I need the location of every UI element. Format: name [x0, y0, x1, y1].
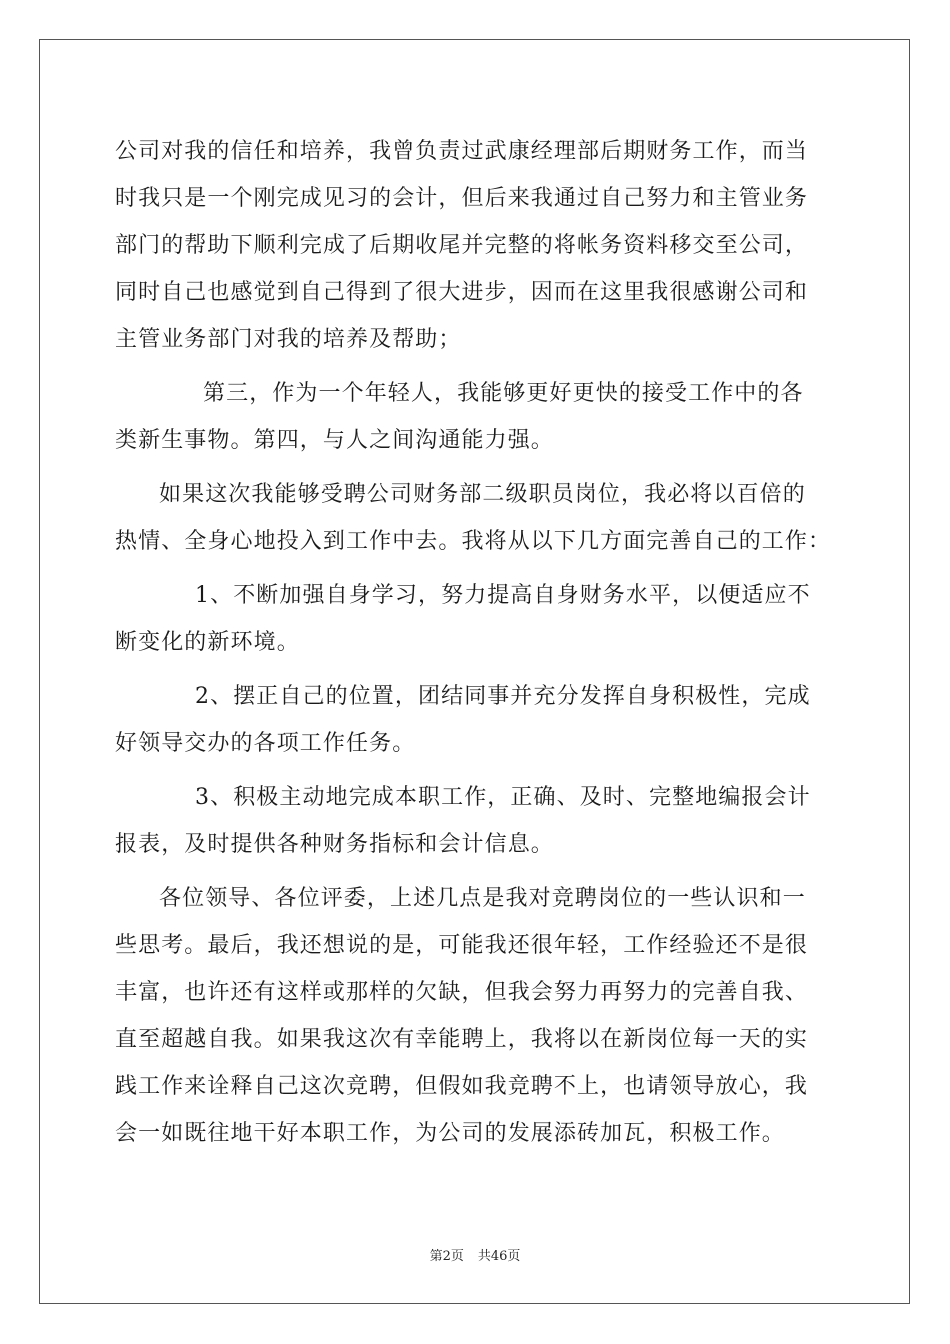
- text-line: 主管业务部门对我的培养及帮助；: [115, 327, 462, 352]
- text-line: 丰富，也许还有这样或那样的欠缺，但我会努力再努力的完善自我、: [115, 980, 809, 1005]
- text-line: 些思考。最后，我还想说的是，可能我还很年轻，工作经验还不是很: [115, 933, 809, 958]
- text-line: 直至超越自我。如果我这次有幸能聘上，我将以在新岗位每一天的实: [115, 1027, 809, 1052]
- text-line: 类新生事物。第四，与人之间沟通能力强。: [115, 428, 554, 453]
- page-total: 共46页: [477, 1249, 521, 1264]
- text-line: 热情、全身心地投入到工作中去。我将从以下几方面完善自己的工作：: [115, 529, 832, 554]
- text-line: 践工作来诠释自己这次竞聘，但假如我竞聘不上，也请领导放心，我: [115, 1074, 809, 1099]
- text-line: 好领导交办的各项工作任务。: [115, 731, 416, 756]
- text-line: 公司对我的信任和培养，我曾负责过武康经理部后期财务工作，而当: [115, 139, 809, 164]
- text-line: 报表，及时提供各种财务指标和会计信息。: [115, 832, 554, 857]
- document-body: [115, 128, 835, 1157]
- text-line: 断变化的新环境。: [115, 630, 300, 655]
- text-line: 部门的帮助下顺利完成了后期收尾并完整的将帐务资料移交至公司，: [115, 233, 809, 258]
- text-line: 2、摆正自己的位置，团结同事并充分发挥自身积极性，完成: [195, 684, 811, 709]
- text-line: 会一如既往地干好本职工作，为公司的发展添砖加瓦，积极工作。: [115, 1121, 785, 1146]
- text-line: 3、积极主动地完成本职工作，正确、及时、完整地编报会计: [195, 785, 811, 810]
- text-line: 同时自己也感觉到自己得到了很大进步，因而在这里我很感谢公司和: [115, 280, 809, 305]
- text-line: 各位领导、各位评委，上述几点是我对竞聘岗位的一些认识和一: [159, 886, 806, 911]
- text-line: 时我只是一个刚完成见习的会计，但后来我通过自己努力和主管业务: [115, 186, 809, 211]
- text-line: 如果这次我能够受聘公司财务部二级职员岗位，我必将以百倍的: [159, 482, 806, 507]
- page-number: 第2页: [429, 1249, 464, 1264]
- text-line: 第三，作为一个年轻人，我能够更好更快的接受工作中的各: [203, 381, 804, 406]
- text-line: 1、不断加强自身学习，努力提高自身财务水平，以便适应不: [195, 583, 811, 608]
- page-footer: [0, 1245, 950, 1264]
